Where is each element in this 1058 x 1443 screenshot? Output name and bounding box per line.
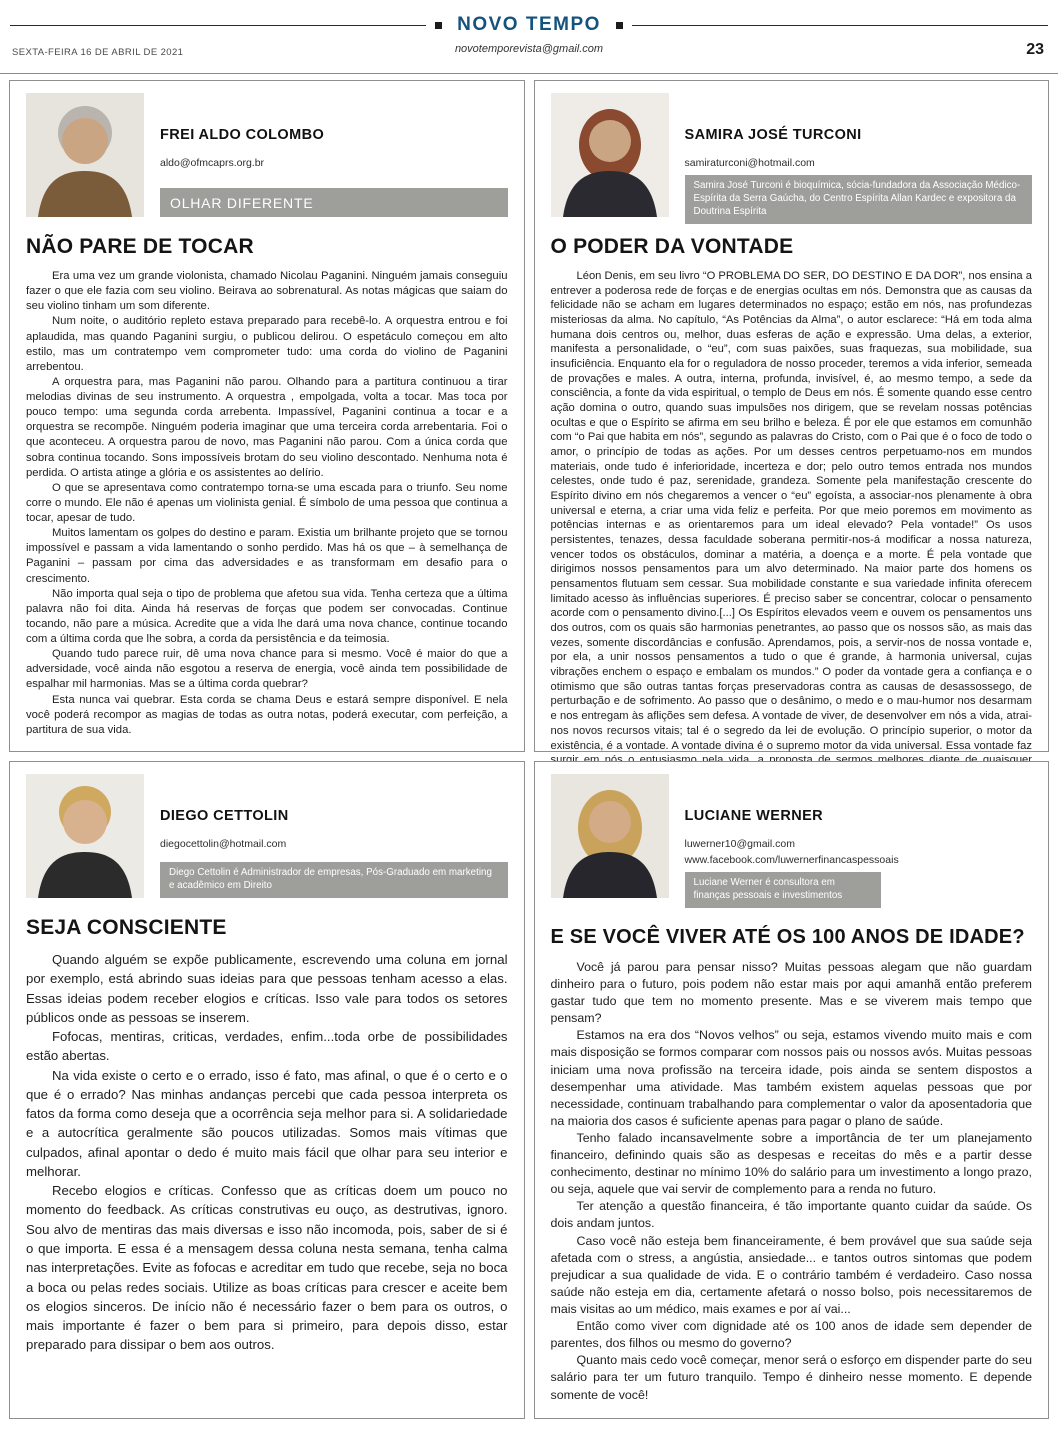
article-body bbox=[551, 269, 1033, 797]
paragraph: O que se apresentava como contratempo torna-se uma escada para o triunfo. Seu nome corre o mundo. Ele não é apenas um violinista genial. É símbolo de uma pessoa que continua a tocar, apesar de tudo. bbox=[26, 481, 508, 524]
article-headline: O PODER DA VONTADE bbox=[550, 235, 794, 258]
spacer bbox=[160, 169, 508, 188]
masthead-title: NOVO TEMPO bbox=[457, 14, 601, 35]
paragraph: Ter atenção a questão financeira, é tão importante quanto cuidar da saúde. Os dois andam juntos. bbox=[550, 1199, 1032, 1231]
article-headline: SEJA CONSCIENTE bbox=[26, 916, 227, 939]
author-meta bbox=[669, 93, 1033, 217]
author-email: luwerner10@gmail.com bbox=[684, 838, 795, 850]
author-bio-banner: Samira José Turconi é bioquímica, sócia-fundadora da Associação Médico-Espírita da Serra Gaúcha, do Centro Espírita Allan Kardec e expositora da Doutrina Espírita bbox=[685, 175, 1033, 224]
paragraph: Esta nunca vai quebrar. Esta corda se chama Deus e estará sempre disponível. E nela você poderá recompor as magias de todas as outra notas, poderá executar, com perfeição, a partitura de sua vida. bbox=[26, 693, 508, 736]
article-body bbox=[26, 950, 508, 1408]
article-nao-pare-de-tocar bbox=[9, 80, 525, 752]
author-email: aldo@ofmcaprs.org.br bbox=[160, 157, 265, 169]
paragraph: A orquestra para, mas Paganini não parou. Olhando para a partitura continuou a tirar melodias divinas de seu instrumento. A orquestra , empolgada, volta a tocar. Mas toca por pouco tempo: uma segunda corda arrebenta. Impassível, Paganini continua a tocar e a orquestra se recompõe. Ninguém poderia imaginar que uma terceira corda arrebentaria. Foi o que aconteceu. A orquestra parou de novo, mas Paganini não parou. Com a única corda que sobra continua tocando. Sons impossíveis brotam do seu violino descontado. Nenhuma nota é perdida. O artista atinge a glória e os assistentes ao delírio. bbox=[26, 375, 508, 479]
author-email: samiraturconi@hotmail.com bbox=[684, 157, 815, 169]
author-header bbox=[551, 774, 1033, 908]
masthead-info-row bbox=[10, 39, 1048, 73]
square-marker-icon bbox=[435, 22, 442, 29]
masthead-email: novotemporevista@gmail.com bbox=[454, 43, 604, 55]
paragraph: Fofocas, mentiras, criticas, verdades, enfim...toda orbe de possibilidades estão abertas. bbox=[26, 1029, 508, 1064]
masthead-rule-left bbox=[10, 25, 426, 26]
paragraph: Recebo elogios e críticas. Confesso que as críticas doem um pouco no momento do feedback. As críticas construtivas eu ouço, as destrutivas, ignoro. Sou alvo de mentiras das mais diversas e isso não incomoda, pois, saber de si é o que importa. E essa é a mensagem dessa coluna nesta semana, tenha calma nas interpretações. Evite as fofocas e acreditar em tudo que recebe, seja no boca a boca ou pelas redes sociais. Utilize as boas críticas para crescer e aceite bem os elogios sinceros. De início não é necessário fazer o bem para os outros, o mais importante é fazer o bem para si primeiro, para depois disso, estar preparado para dissipar o bem aos outros. bbox=[26, 1183, 508, 1353]
page-header bbox=[0, 0, 1058, 74]
author-meta bbox=[144, 774, 508, 898]
paragraph: Caso você não esteja bem financeiramente, é bem provável que sua saúde seja afetada com o stress, a angústia, ansiedade... e tantos outros sintomas que podem prejudicar a sua qualidade de vida. E o contrário também é verdadeiro. Caso nossa saúde não esteja em dia, certamente afetará o nosso bolso, pois necessitaremos de mais visitas ao um médico, mais exames e por aí vai... bbox=[550, 1233, 1032, 1317]
person-photo-placeholder bbox=[551, 93, 669, 217]
article-headline: NÃO PARE DE TOCAR bbox=[26, 235, 254, 258]
paragraph: Então como viver com dignidade até os 100 anos de idade sem depender de parentes, dos filhos ou mesmo do governo? bbox=[550, 1319, 1032, 1351]
masthead-rule-right bbox=[632, 25, 1048, 26]
author-header bbox=[551, 93, 1033, 217]
author-meta bbox=[144, 93, 508, 217]
person-photo-placeholder bbox=[551, 774, 669, 898]
issue-date: SEXTA-FEIRA 16 DE ABRIL DE 2021 bbox=[12, 47, 184, 58]
author-bio-banner: Diego Cettolin é Administrador de empresas, Pós-Graduado em marketing e acadêmico em Direito bbox=[160, 862, 508, 898]
article-body bbox=[551, 959, 1033, 1408]
paragraph: Num noite, o auditório repleto estava preparado para recebê-lo. A orquestra entrou e foi aplaudida, mas quando Paganini surgiu, o publicou delirou. O espetáculo começou em alto estilo, mas um contratempo vem comprometer tudo: uma corda do violino de Paganini arrebentou. bbox=[26, 315, 508, 373]
author-photo bbox=[26, 93, 144, 217]
article-e-se-voce-viver-ate-os-100-anos bbox=[534, 761, 1050, 1419]
paragraph: Estamos na era dos “Novos velhos” ou seja, estamos vivendo muito mais e com mais disposição se formos comparar com nossos pais ou nossos avós. Muitas pessoas iniciam uma nova profissão na terceira idade, pois ainda se sentem dispostos a desempenhar uma atividade. Mas também existem aquelas pessoas que por necessidade, continuam trabalhando para complementar o valor da aposentadoria que na maioria dos casos é suficiente apenas para pagar o plano de saúde. bbox=[550, 1028, 1032, 1128]
spacer bbox=[160, 850, 508, 862]
author-header bbox=[26, 93, 508, 217]
masthead bbox=[10, 14, 1048, 36]
paragraph: Tenho falado incansavelmente sobre a importância de ter um planejamento financeiro, definindo quais são as despesas e receitas do mês e a partir desse conhecimento, destinar no mínimo 10% do salário para um investimento a longo prazo, ou seja, aquele que vai servir de complemento para a renda no futuro. bbox=[550, 1130, 1032, 1197]
author-photo bbox=[26, 774, 144, 898]
author-name: DIEGO CETTOLIN bbox=[160, 808, 289, 824]
paragraph: Léon Denis, em seu livro “O PROBLEMA DO SER, DO DESTINO E DA DOR”, nos ensina a entrever a poderosa rede de forças e de energias ocultas em nós. Demonstra que as causas da felicidade não se acham em lugares determinados no espaço; estão em nós, nas profundezas misteriosas da alma. No capítulo, “As Potências da Alma”, o autor esclarece: “Há em toda alma humana dois centros ou, melhor, duas esferas de ação e expressão. Uma delas, a exterior, manifesta a personalidade, o “eu”, com suas paixões, suas fraquezas, sua mobilidade, sua insuficiência. Enquanto ela for o reguladora de nosso proceder, teremos a vida inferior, semeada de provações e males. A outra, interna, profunda, invisível, é, ao mesmo tempo, a sede da consciência, a fonte da vida espiritual, o templo de Deus em nós. É somente quando esse centro ação domina o outro, quando suas impulsões nos dirigem, que se revelam nossas potências ocultas e que o Espírito se afirma em seu brilho e beleza. É por ele que estamos em comunhão com “o Pai que habita em nós”, segundo as palavras do Cristo, com o Pai que é o foco de todo o amor, o princípio de todas as ações. Por um desses centros perpetuamo-nos em mundos materiais, onde tudo é inferioridade, incerteza e dor; pelo outro temos entrada nos mundos celestes, onde tudo é paz, serenidade, grandeza. Somente pela manifestação crescente do Espírito divino em nós chegaremos a vencer o “eu” egoísta, a associar-nos plenamente à obra universal e eterna, a criar uma vida feliz e perfeita. Por que meio poremos em movimento as potências internas e as orientaremos para um ideal elevado? Pela vontade!” Os usos persistentes, tenazes, dessa faculdade soberana permitir-nos-á modificar a nossa natureza, vencer todos os obstáculos, dominar a matéria, a doença e a morte. É pela vontade que dirigimos nossos pensamentos para um alvo determinado. Na maior parte dos homens os pensamentos flutuam sem cessar. Sua mobilidade constante e sua variedade infinita oferecem limitado acesso às influências superiores. É preciso saber se concentrar, colocar o pensamento acorde com o pensamento divino.[...] Os Espíritos elevados veem e ouvem os pensamentos uns dos outros, com os quais são harmonias penetrantes, ao passo que os nossos são, as mais das vezes, somente discordâncias e confusão. Aprendamos, pois, a servir-nos de nossa vontade e, por ela, a unir nossos pensamentos a tudo o que é grande, à harmonia universal, cujas vibrações enchem o espaço e embalam os mundos.” O poder da vontade gera a confiança e o otimismo que são outras tantas forças preservadoras contra as causas de desassossego, de perturbação e de sofrimento. Ao passo que o desânimo, o medo e o mau-humor nos desarmam e nos entregam às aflições sem defesa. A vontade de viver, de desenvolver em nós a vida, atrai-nos novos recursos vitais; tal é o segredo da lei de evolução. O princípio superior, o motor da existência, é a vontade. A vontade divina é o supremo motor da vida universal. Essa vontade faz bbox=[550, 270, 1032, 752]
articles-grid bbox=[0, 74, 1058, 1427]
section-banner: OLHAR DIFERENTE bbox=[160, 188, 508, 217]
paragraph: Não importa qual seja o tipo de problema que afetou sua vida. Tenha certeza que a última palavra não foi dita. Ainda há reservas de forças que podem ser convocadas. Continue tocando, não pare a música. Acredite que a vida lhe dará uma nova chance, continue tocando com a última corda que lhe sobra, a corda da persistência e da teimosia. bbox=[26, 587, 508, 645]
author-meta bbox=[669, 774, 1033, 908]
author-bio-banner: Luciane Werner é consultora em finanças pessoais e investimentos bbox=[685, 872, 881, 908]
paragraph: Na vida existe o certo e o errado, isso é fato, mas afinal, o que é o certo e o que é o errado? Nas minhas andanças percebi que cada pessoa interpreta os fatos da forma como deseja que a ocorrência seja melhor para si. A solidariedade e a autocrítica geralmente são poucos utilizadas. Somos mais vítimas que culpados, afinal apontar o dedo é muito mais fácil que olhar para seu interior e melhorar. bbox=[26, 1067, 508, 1179]
author-facebook-url: www.facebook.com/luwernerfinancaspessoais bbox=[684, 854, 899, 866]
person-photo-placeholder bbox=[26, 774, 144, 898]
paragraph: Muitos lamentam os golpes do destino e param. Existia um brilhante projeto que se tornou impossível e passam a vida lamentando o sonho perdido. Mas há os que – à semelhança de Paganini – passam por cima das adversidades e as transformam em desafio para o crescimento. bbox=[26, 527, 508, 585]
square-marker-icon bbox=[616, 22, 623, 29]
paragraph: Quanto mais cedo você começar, menor será o esforço em dispender parte do seu salário para ter um futuro tranquilo. Tempo é dinheiro nesse momento. E depende somente de você! bbox=[550, 1353, 1032, 1402]
paragraph: Você já parou para pensar nisso? Muitas pessoas alegam que não guardam dinheiro para o futuro, pois podem não estar mais por aqui amanhã então preferem gastar tudo que tem no momento presente. Mas e se viverem mais tempo que pensam? bbox=[550, 959, 1032, 1026]
article-body bbox=[26, 269, 508, 741]
article-o-poder-da-vontade bbox=[534, 80, 1050, 752]
author-email: diegocettolin@hotmail.com bbox=[160, 838, 287, 850]
paragraph: Era uma vez um grande violonista, chamado Nicolau Paganini. Ninguém jamais conseguiu fazer o que ele fazia com seu violino. Beirava ao sobrenatural. As notas mágicas que saiam do seu violino tinham um som diferente. bbox=[26, 270, 508, 313]
author-name: FREI ALDO COLOMBO bbox=[160, 127, 325, 143]
paragraph: Quando tudo parece ruir, dê uma nova chance para si mesmo. Você é maior do que a adversidade, você ainda não esgotou a reserva de energia, você ainda tem possibilidade de espalhar mil harmonias. Mas se a última corda quebrar? bbox=[26, 648, 508, 691]
author-header bbox=[26, 774, 508, 898]
article-seja-consciente bbox=[9, 761, 525, 1419]
person-photo-placeholder bbox=[26, 93, 144, 217]
author-photo bbox=[551, 93, 669, 217]
author-photo bbox=[551, 774, 669, 898]
paragraph: Quando alguém se expõe publicamente, escrevendo uma coluna em jornal por exemplo, está abrindo suas ideias para que pessoas tenham acesso a elas. Essas ideias podem receber elogios e críticas. Isso vale para todos os setores públicos onde as pessoas se inserem. bbox=[26, 952, 508, 1025]
page-number: 23 bbox=[1026, 41, 1044, 58]
article-headline: E SE VOCÊ VIVER ATÉ OS 100 ANOS DE IDADE? bbox=[550, 925, 1025, 948]
author-name: SAMIRA JOSÉ TURCONI bbox=[684, 127, 862, 143]
author-name: LUCIANE WERNER bbox=[684, 808, 824, 824]
